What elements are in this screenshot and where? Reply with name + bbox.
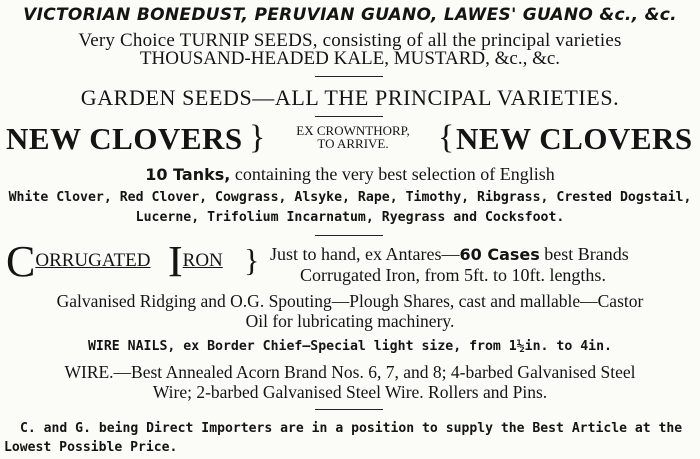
castor-oil-line: Oil for lubricating machinery. — [245, 311, 455, 331]
new-clovers-banner — [0, 121, 700, 163]
corrugated-heading: CORRUGATED — [6, 237, 151, 286]
divider — [315, 116, 383, 117]
iron-heading: IRON — [168, 237, 223, 286]
brace-icon: } — [244, 242, 260, 278]
wire-nails-line: WIRE NAILS, ex Border Chief—Special light size, from 1½in. to 4in. — [87, 339, 612, 354]
divider — [315, 76, 383, 77]
clover-varieties-line-2: Lucerne, Trifolium Incarnatum, Ryegrass and Cocksfoot. — [135, 210, 565, 225]
wire-line-2: Wire; 2-barbed Galvanised Steel Wire. Rollers and Pins. — [152, 382, 548, 402]
new-clovers-left: NEW CLOVERS — [6, 121, 243, 156]
corrugated-iron-block — [0, 237, 700, 290]
divider — [315, 409, 383, 410]
brace-icon: { — [438, 119, 455, 156]
turnip-seeds-line: Very Choice TURNIP SEEDS, consisting of all the principal varieties — [78, 30, 622, 51]
ridging-line: Galvanised Ridging and O.G. Spouting—Plough Shares, cast and mallable—Castor — [56, 291, 644, 311]
tanks-line — [0, 164, 700, 185]
wire-line-1: WIRE.—Best Annealed Acorn Brand Nos. 6, 7, and 8; 4-barbed Galvanised Steel — [64, 362, 636, 382]
kale-mustard-line: THOUSAND-HEADED KALE, MUSTARD, &c., &c. — [139, 48, 561, 69]
fertiliser-heading: VICTORIAN BONEDUST, PERUVIAN GUANO, LAWES' GUANO &c., &c. — [23, 5, 677, 25]
tanks-count: 10 Tanks, — [145, 165, 231, 184]
antares-line-1: Just to hand, ex Antares—60 Cases best Brands — [270, 244, 629, 264]
lowest-price-line: Lowest Possible Price. — [4, 440, 178, 455]
importers-line: C. and G. being Direct Importers are in a position to supply the Best Article at the — [20, 421, 683, 436]
brace-icon: } — [249, 119, 266, 156]
clover-varieties-line: White Clover, Red Clover, Cowgrass, Alsyke, Rape, Timothy, Ribgrass, Crested Dogstail, — [8, 190, 692, 205]
tanks-description: containing the very best selection of English — [234, 164, 555, 184]
crownthorp-note: EX CROWNTHORP, TO ARRIVE. — [296, 123, 410, 151]
new-clovers-right: NEW CLOVERS — [456, 121, 693, 156]
divider — [315, 235, 383, 236]
garden-seeds-heading: GARDEN SEEDS—ALL THE PRINCIPAL VARIETIES. — [80, 85, 620, 110]
antares-line-2: Corrugated Iron, from 5ft. to 10ft. lengths. — [300, 265, 606, 285]
